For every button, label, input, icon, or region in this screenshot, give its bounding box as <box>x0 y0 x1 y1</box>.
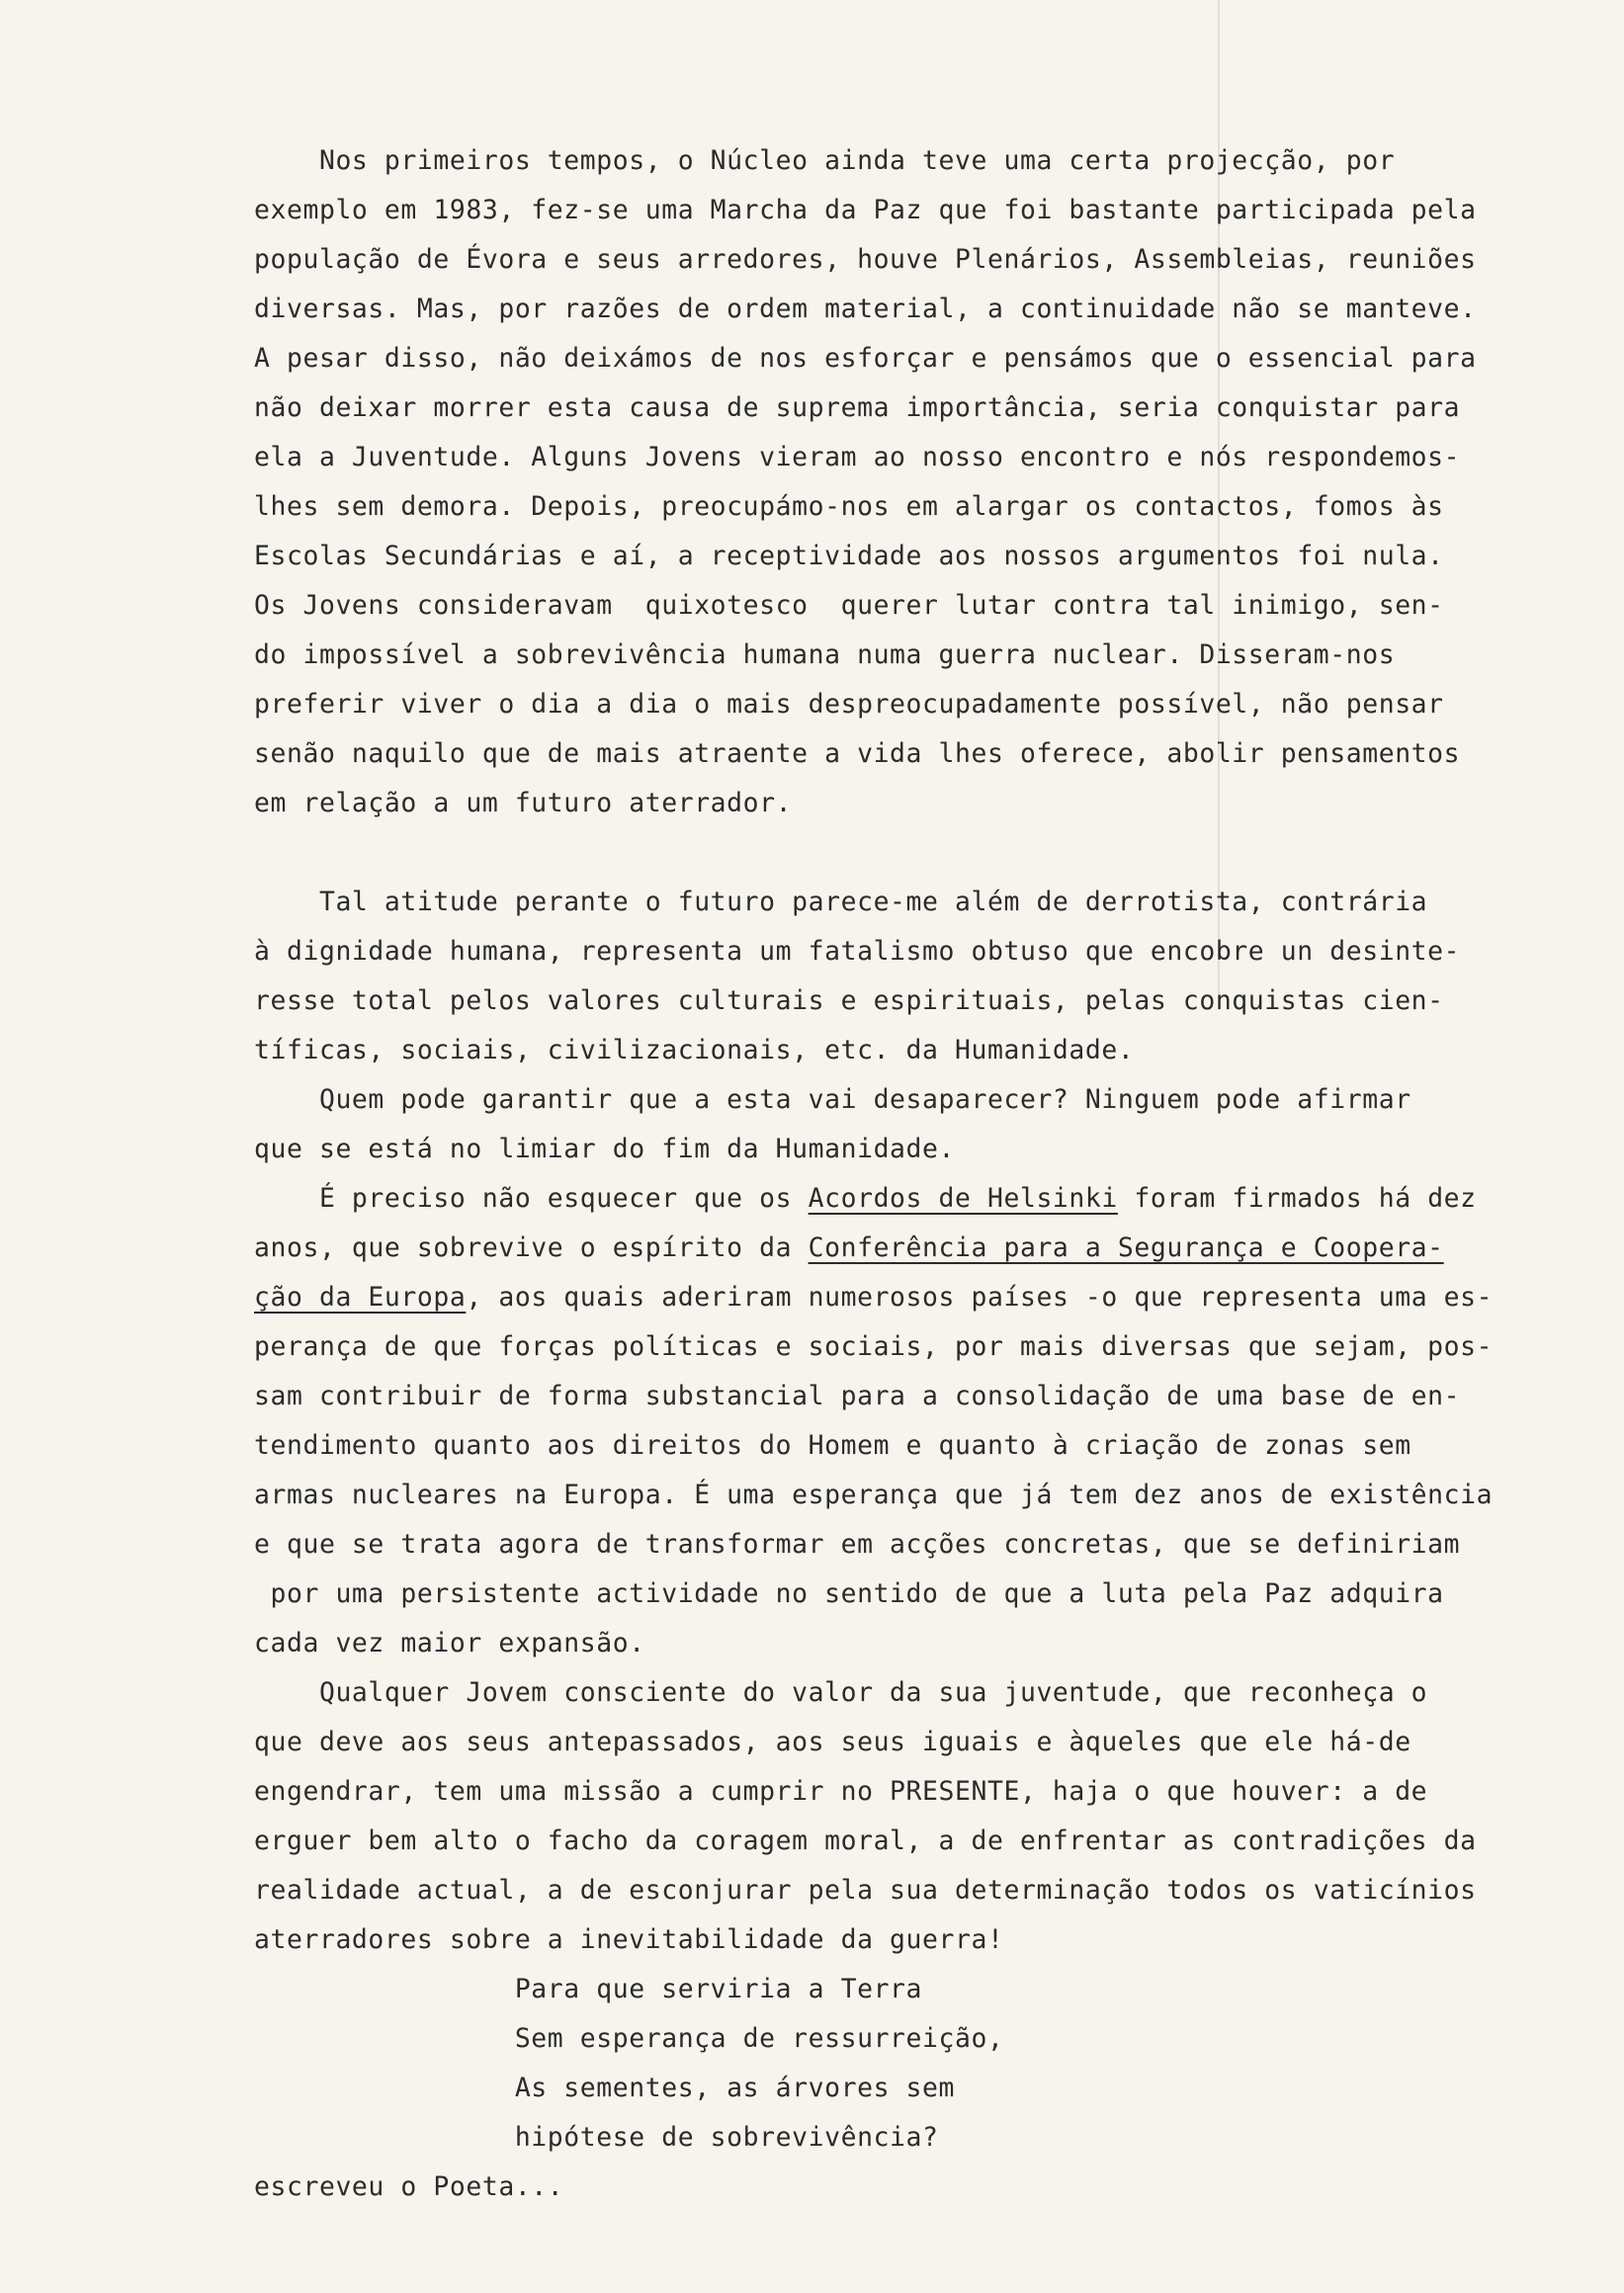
text-line: por uma persistente actividade no sentido de que a luta pela Paz adquira <box>254 1578 1444 1609</box>
text-line: realidade actual, a de esconjurar pela sua determinação todos os vaticínios <box>254 1875 1477 1906</box>
poem-quote <box>254 1965 1618 2163</box>
text-segment: É preciso não esquecer que os <box>254 1183 809 1214</box>
text-line: diversas. Mas, por razões de ordem material, a continuidade não se manteve. <box>254 294 1477 324</box>
text-line: Escolas Secundárias e aí, a receptividade aos nossos argumentos foi nula. <box>254 541 1444 571</box>
text-line: perança de que forças políticas e sociais, por mais diversas que sejam, pos- <box>254 1331 1494 1362</box>
poem-line: As sementes, as árvores sem <box>254 2073 956 2103</box>
text-segment: foram firmados há dez <box>1117 1183 1477 1214</box>
poem-line: hipótese de sobrevivência? <box>254 2122 939 2153</box>
text-line <box>254 1273 1618 1322</box>
text-line: Tal atitude perante o futuro parece-me além de derrotista, contrária <box>254 887 1428 917</box>
page-text <box>254 136 1618 2212</box>
text-line: resse total pelos valores culturais e espirituais, pelas conquistas cien- <box>254 985 1444 1016</box>
text-line <box>254 1224 1618 1273</box>
text-line: à dignidade humana, representa um fatalismo obtuso que encobre un desinte- <box>254 936 1461 967</box>
text-line: tendimento quanto aos direitos do Homem e quanto à criação de zonas sem <box>254 1430 1411 1461</box>
paragraph-gap <box>254 828 1618 878</box>
paragraph-1 <box>254 136 1618 828</box>
csce-underlined-part-1: Conferência para a Segurança e Coopera- <box>808 1232 1444 1263</box>
paragraph-4 <box>254 1174 1618 1668</box>
csce-underlined-part-2: ção da Europa <box>254 1282 467 1313</box>
text-segment: anos, que sobrevive o espírito da <box>254 1232 809 1263</box>
text-line: Qualquer Jovem consciente do valor da sua juventude, que reconheça o <box>254 1677 1428 1708</box>
paragraph-5 <box>254 1668 1618 1965</box>
text-line: que se está no limiar do fim da Humanidade. <box>254 1134 956 1164</box>
text-line: Nos primeiros tempos, o Núcleo ainda teve uma certa projecção, por <box>254 145 1396 176</box>
paragraph-3 <box>254 1075 1618 1174</box>
closing-line: escreveu o Poeta... <box>254 2171 564 2202</box>
text-line: do impossível a sobrevivência humana numa guerra nuclear. Disseram-nos <box>254 639 1396 670</box>
text-line: Os Jovens consideravam quixotesco querer lutar contra tal inimigo, sen- <box>254 590 1444 621</box>
text-line: Quem pode garantir que a esta vai desaparecer? Ninguem pode afirmar <box>254 1084 1411 1115</box>
text-line: aterradores sobre a inevitabilidade da guerra! <box>254 1924 1004 1955</box>
text-line: erguer bem alto o facho da coragem moral, a de enfrentar as contradições da <box>254 1826 1477 1856</box>
text-line: em relação a um futuro aterrador. <box>254 788 793 818</box>
text-line <box>254 1174 1618 1224</box>
text-line: tíficas, sociais, civilizacionais, etc. da Humanidade. <box>254 1035 1135 1065</box>
text-segment: , aos quais aderiram numerosos países -o que representa uma es- <box>466 1282 1494 1313</box>
text-line: senão naquilo que de mais atraente a vida lhes oferece, abolir pensamentos <box>254 738 1461 769</box>
text-line: A pesar disso, não deixámos de nos esforçar e pensámos que o essencial para <box>254 343 1477 374</box>
text-line: exemplo em 1983, fez-se uma Marcha da Paz que foi bastante participada pela <box>254 195 1477 225</box>
text-line: população de Évora e seus arredores, houve Plenários, Assembleias, reuniões <box>254 244 1477 275</box>
text-line: ela a Juventude. Alguns Jovens vieram ao nosso encontro e nós respondemos- <box>254 442 1461 472</box>
helsinki-accords-underlined: Acordos de Helsinki <box>808 1183 1118 1214</box>
poem-line: Sem esperança de ressurreição, <box>254 2023 1004 2054</box>
text-line: que deve aos seus antepassados, aos seus iguais e àqueles que ele há-de <box>254 1727 1411 1757</box>
poem-line: Para que serviria a Terra <box>254 1974 923 2004</box>
text-line: sam contribuir de forma substancial para a consolidação de uma base de en- <box>254 1381 1461 1411</box>
text-line: armas nucleares na Europa. É uma esperança que já tem dez anos de existência <box>254 1480 1494 1510</box>
paragraph-2 <box>254 878 1618 1075</box>
text-line: preferir viver o dia a dia o mais despreocupadamente possível, não pensar <box>254 689 1444 720</box>
text-line: lhes sem demora. Depois, preocupámo-nos em alargar os contactos, fomos às <box>254 491 1444 522</box>
text-line: e que se trata agora de transformar em acções concretas, que se definiriam <box>254 1529 1461 1560</box>
text-line: cada vez maior expansão. <box>254 1628 645 1658</box>
text-line: não deixar morrer esta causa de suprema importância, seria conquistar para <box>254 392 1461 423</box>
text-line: engendrar, tem uma missão a cumprir no PRESENTE, haja o que houver: a de <box>254 1776 1428 1807</box>
